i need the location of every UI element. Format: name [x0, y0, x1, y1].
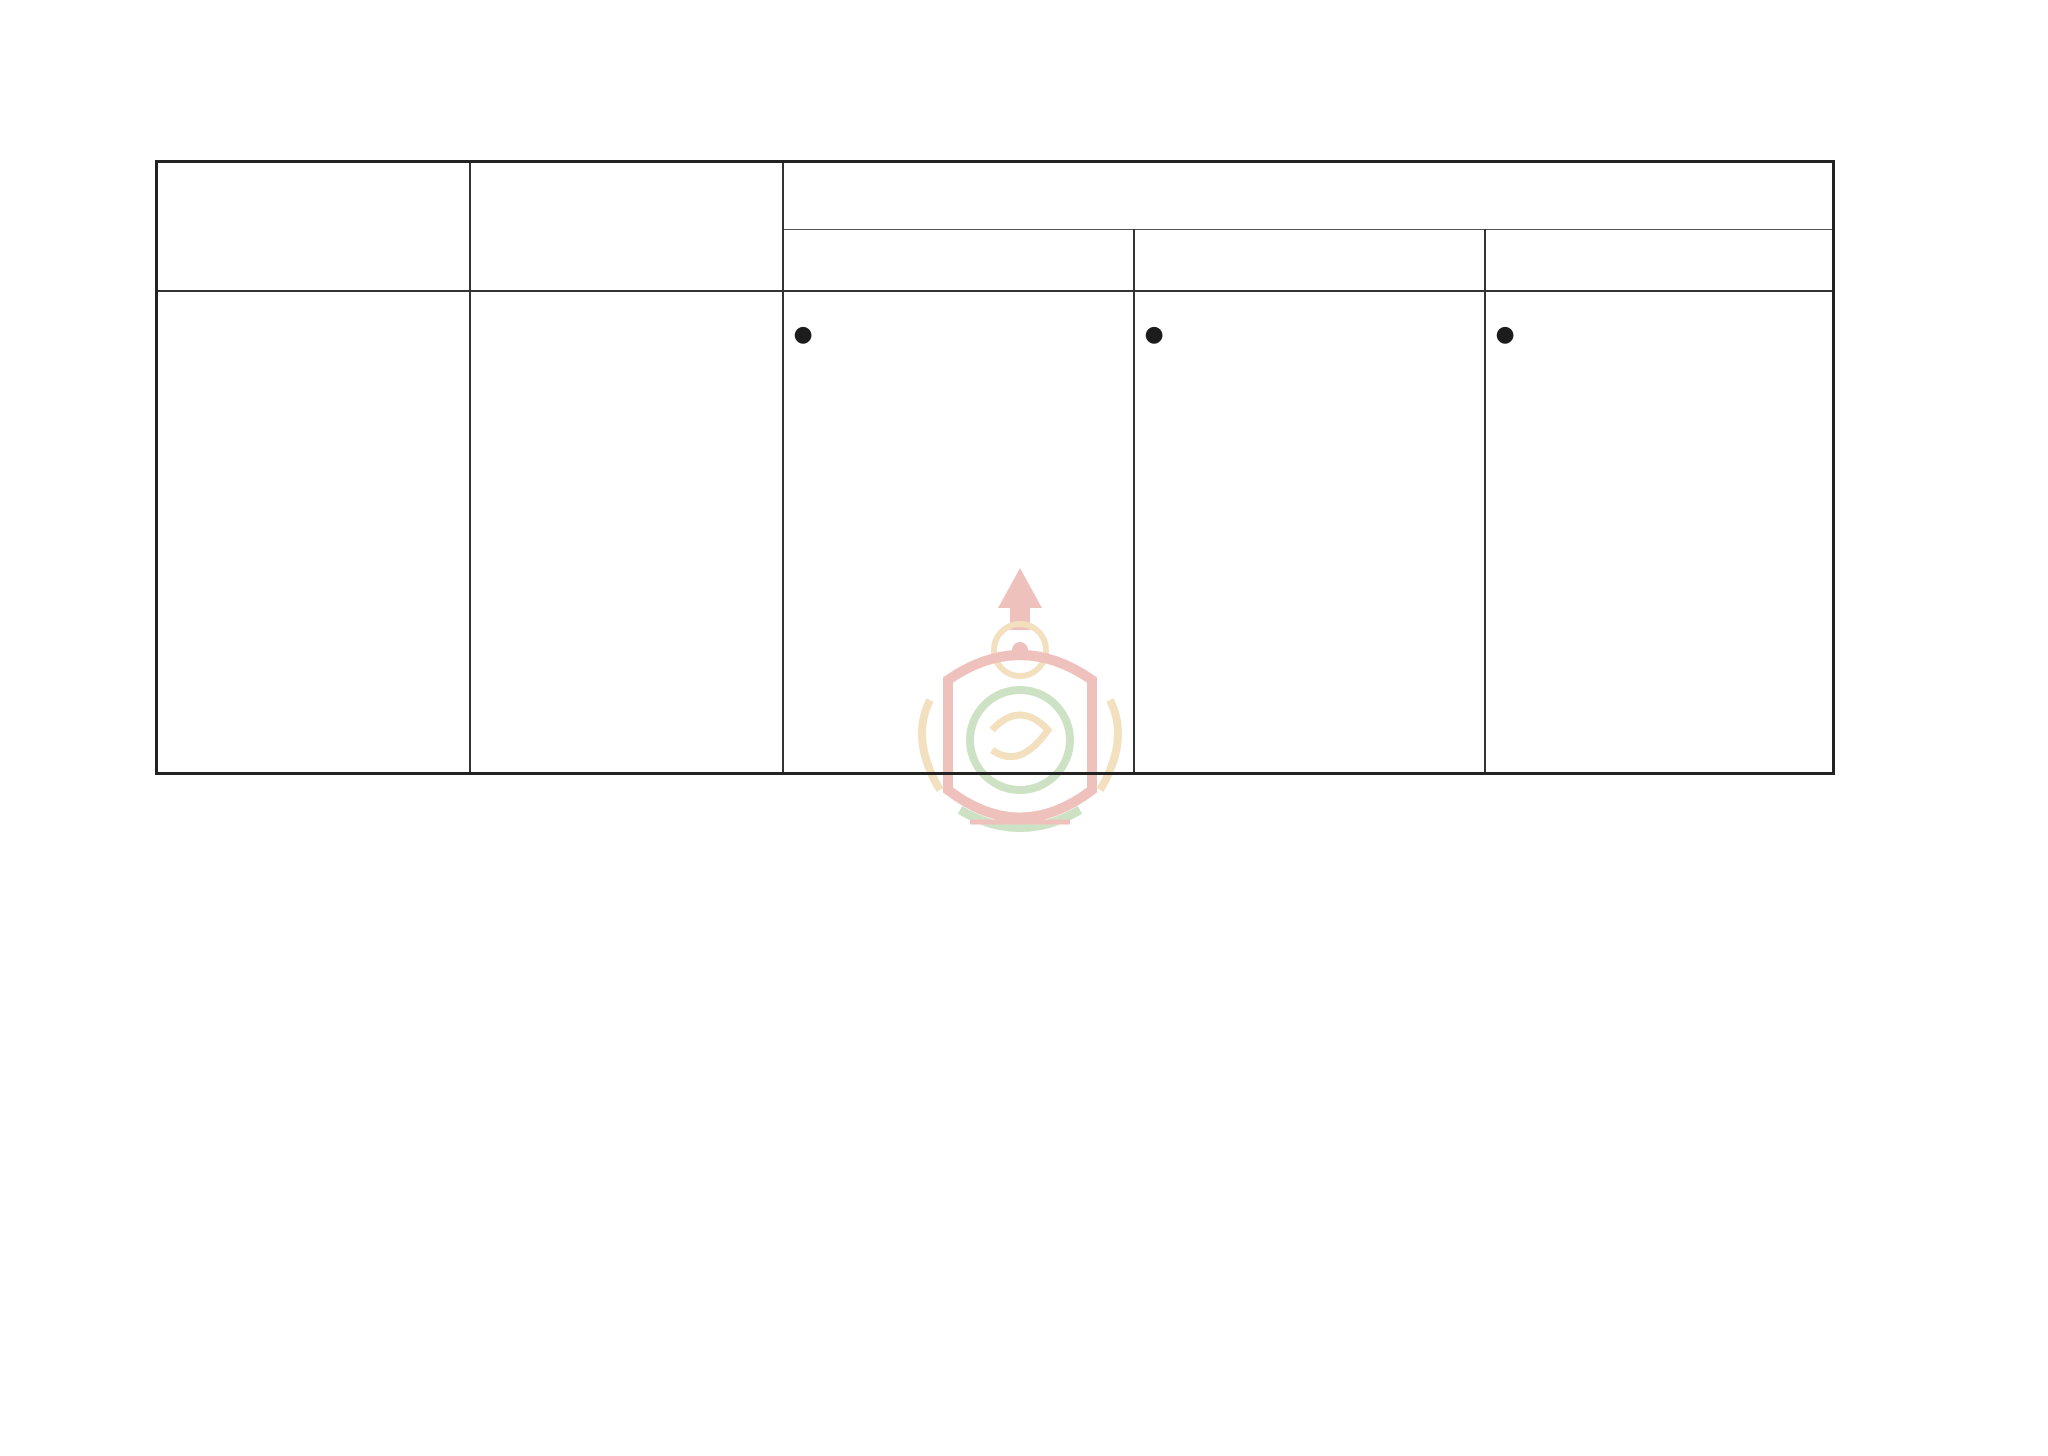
- header-expected-outcomes: [783, 162, 1834, 230]
- header-year-m1: [783, 230, 1134, 292]
- outcome-item: [1496, 308, 1823, 362]
- outcome-item: [1145, 308, 1474, 362]
- outcome-item: [794, 308, 1123, 362]
- standard-cell: [470, 291, 783, 774]
- strand-cell: [157, 291, 470, 774]
- year-m2-cell: [1134, 291, 1485, 774]
- header-standard: [470, 162, 783, 292]
- curriculum-table: [155, 160, 1835, 775]
- year-m3-cell: [1485, 291, 1834, 774]
- bullet-icon: ●: [793, 322, 813, 347]
- bullet-icon: ●: [1495, 322, 1515, 347]
- table-row: [157, 291, 1834, 774]
- header-year-m3: [1485, 230, 1834, 292]
- header-year-m2: [1134, 230, 1485, 292]
- year-m1-cell: [783, 291, 1134, 774]
- header-strand: [157, 162, 470, 292]
- page-number: [1870, 150, 1930, 210]
- bullet-icon: ●: [1144, 322, 1164, 347]
